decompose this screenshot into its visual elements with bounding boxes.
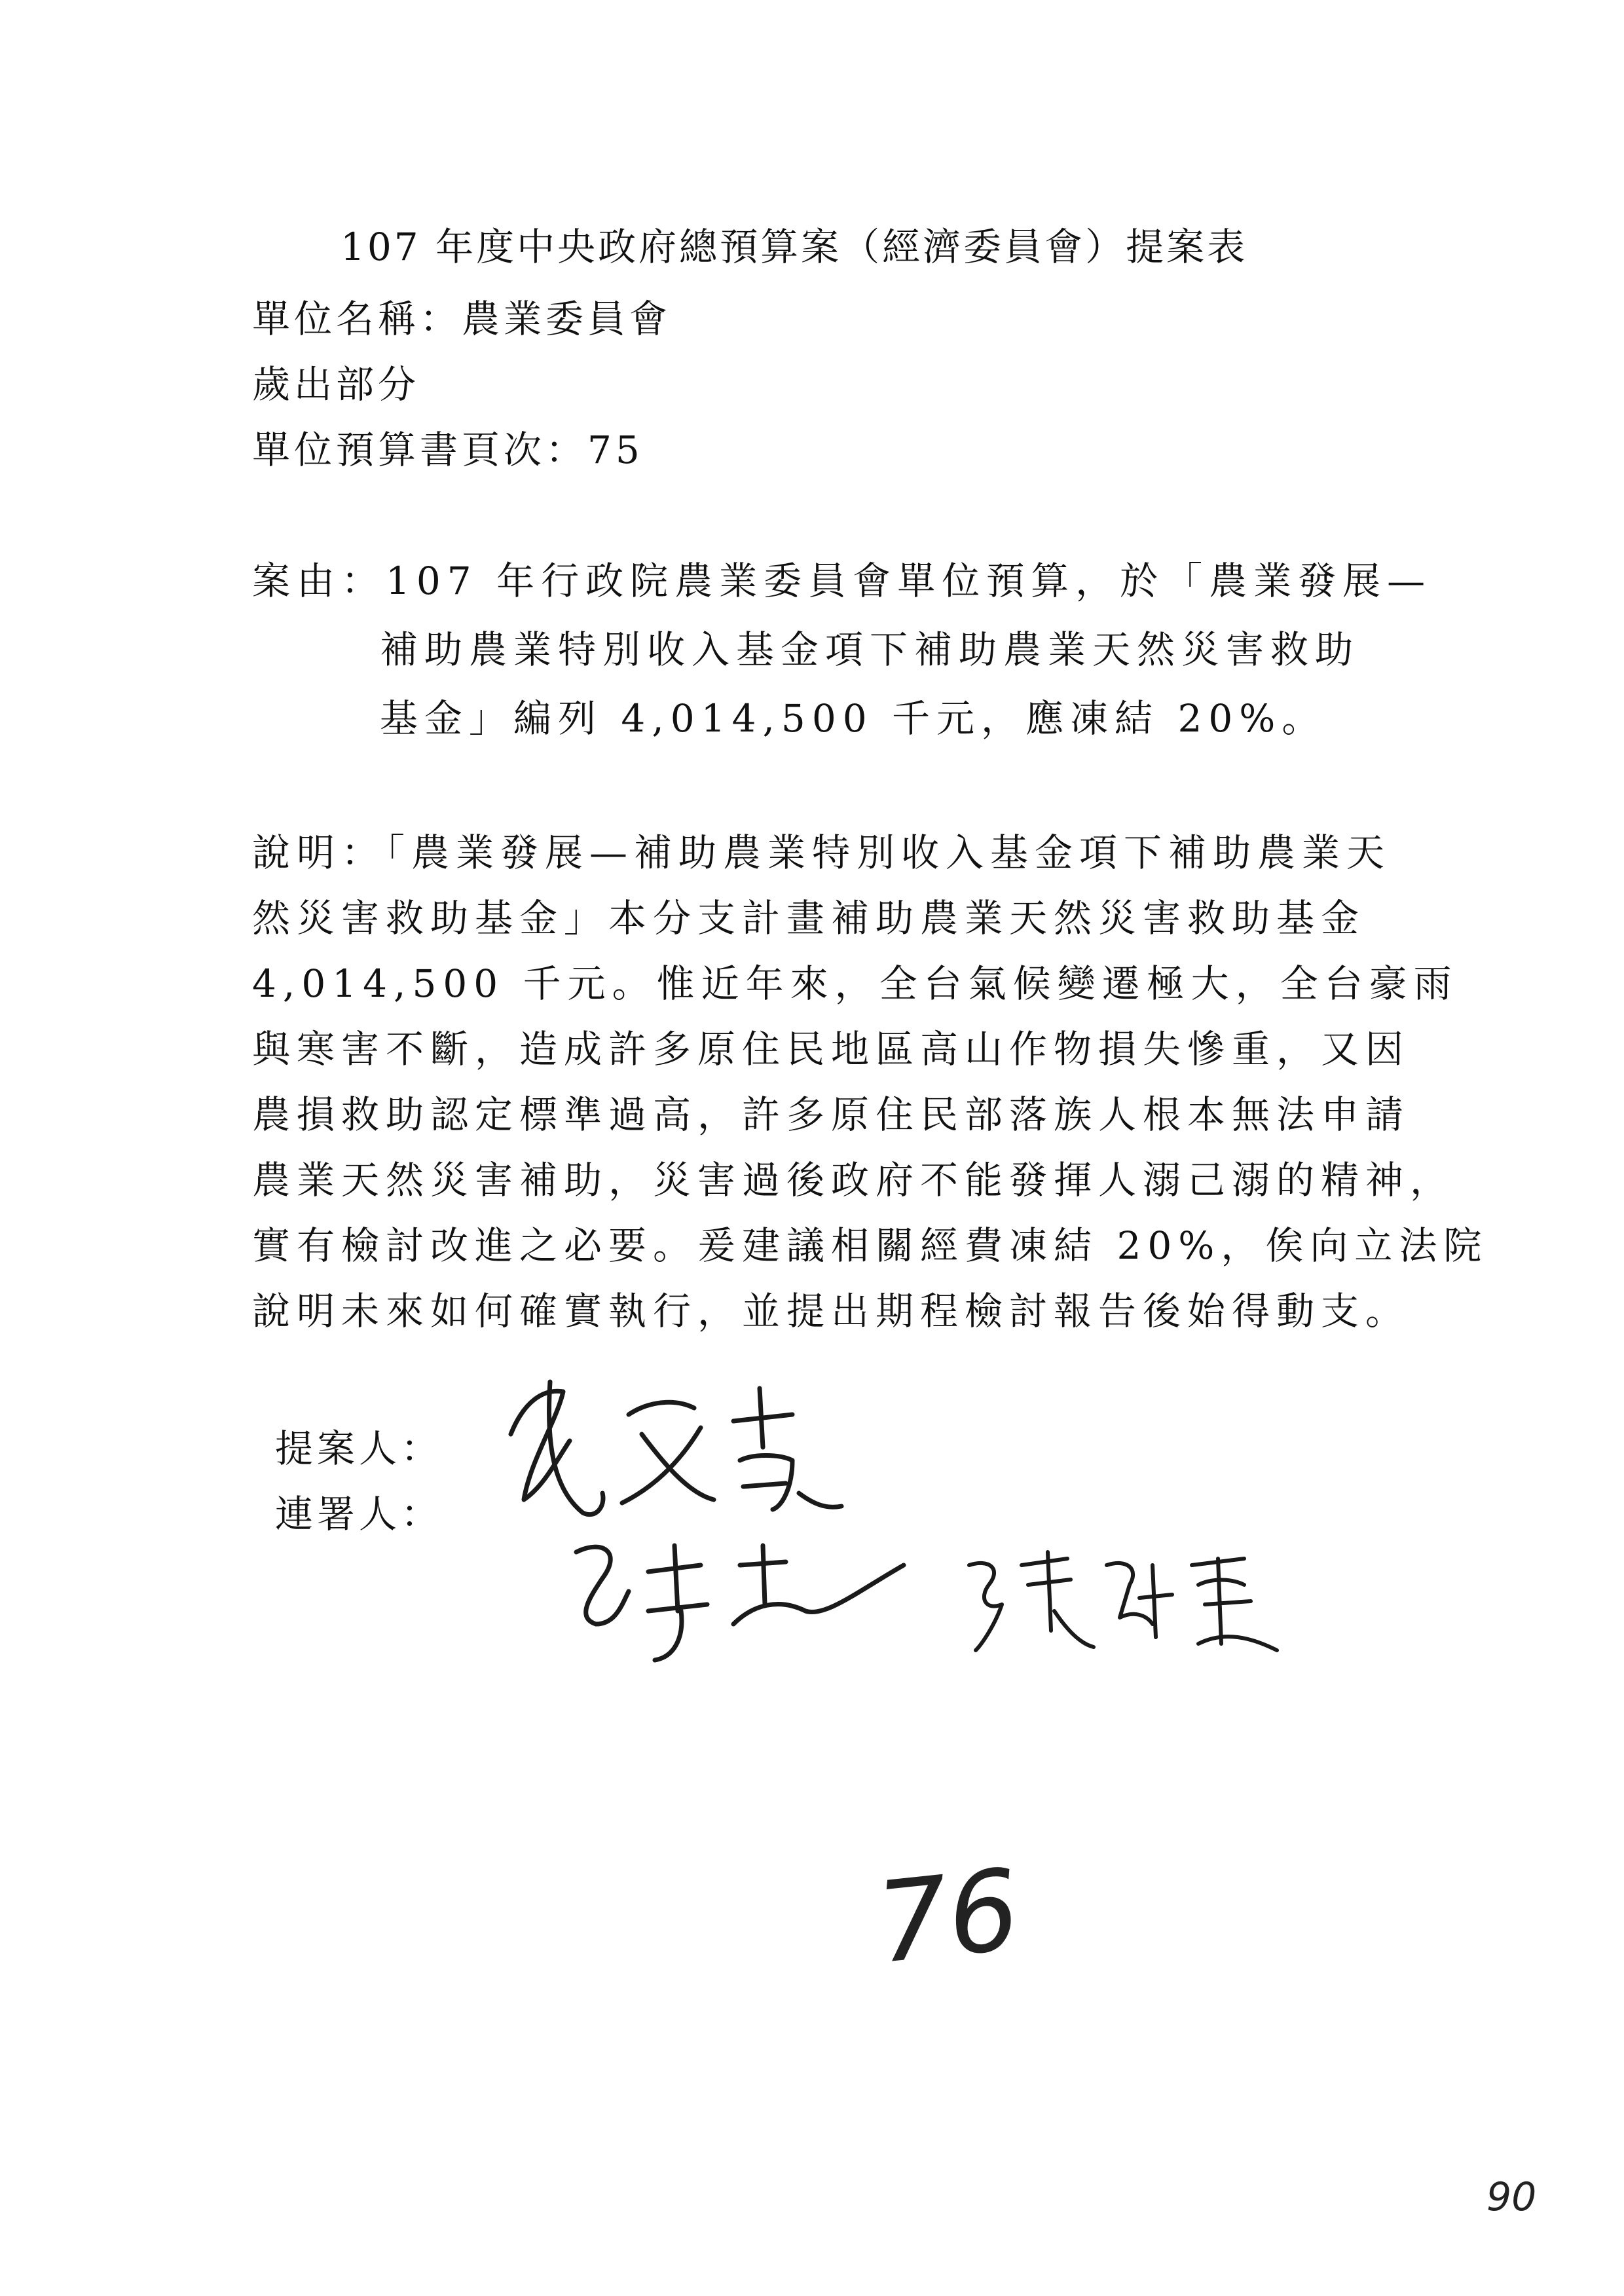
unit-name: 單位名稱：農業委員會 xyxy=(252,297,672,341)
explanation-line: 農損救助認定標準過高，許多原住民部落族人根本無法申請 xyxy=(252,1092,1411,1137)
handwritten-page-number: 76 xyxy=(871,1845,1025,1989)
document-title: 107 年度中央政府總預算案（經濟委員會）提案表 xyxy=(341,225,1248,269)
explanation-line: 農業天然災害補助，災害過後政府不能發揮人溺己溺的精神， xyxy=(252,1158,1455,1202)
explanation-line: 4,014,500 千元。惟近年來，全台氣候變遷極大，全台豪雨 xyxy=(252,961,1458,1006)
reason-line: 補助農業特別收入基金項下補助農業天然災害救助 xyxy=(380,627,1360,672)
proposer-label: 提案人： xyxy=(275,1426,443,1471)
proposer-signature xyxy=(485,1362,851,1532)
cosigner-signature xyxy=(956,1539,1297,1670)
explanation-line: 然災害救助基金」本分支計畫補助農業天然災害救助基金 xyxy=(252,896,1366,940)
explanation-line: 實有檢討改進之必要。爰建議相關經費凍結 20%，俟向立法院 xyxy=(252,1223,1488,1268)
explanation-line: 與寒害不斷，造成許多原住民地區高山作物損失慘重，又因 xyxy=(252,1027,1411,1071)
reason-line: 案由：107 年行政院農業委員會單位預算，於「農業發展— xyxy=(252,559,1432,603)
explanation-line: 說明未來如何確實執行，並提出期程檢討報告後始得動支。 xyxy=(252,1289,1411,1333)
reason-line: 基金」編列 4,014,500 千元，應凍結 20%。 xyxy=(380,696,1327,741)
cosigner-label: 連署人： xyxy=(275,1492,443,1536)
budget-page-reference: 單位預算書頁次：75 xyxy=(252,428,644,472)
corner-page-number: 90 xyxy=(1486,2174,1537,2220)
cosigner-signature xyxy=(550,1526,943,1670)
explanation-line: 說明：「農業發展—補助農業特別收入基金項下補助農業天 xyxy=(252,830,1392,875)
section-label: 歲出部分 xyxy=(252,362,420,407)
